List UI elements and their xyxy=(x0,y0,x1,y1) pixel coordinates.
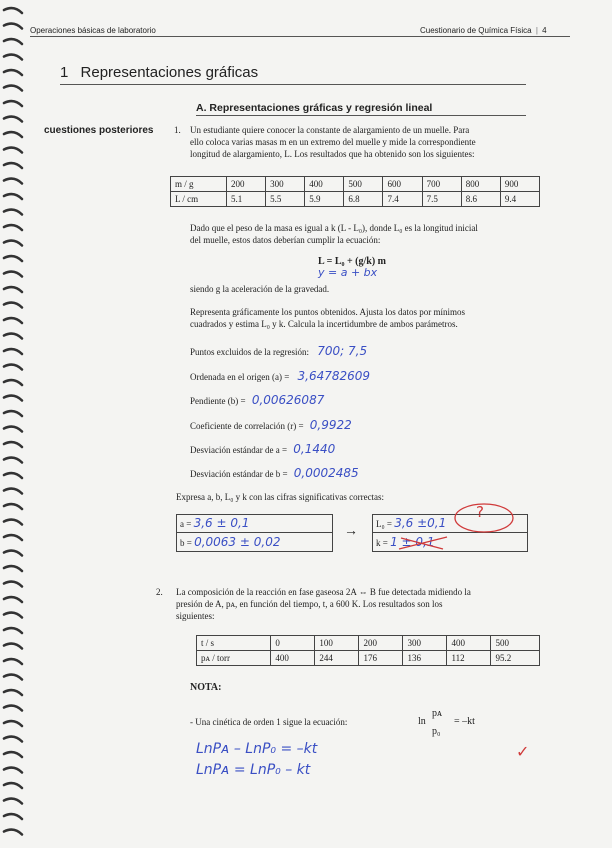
correction-circle xyxy=(452,500,516,536)
header-left: Operaciones básicas de laboratorio xyxy=(30,26,156,35)
table-cell: 300 xyxy=(266,177,305,192)
table-row xyxy=(197,651,540,666)
result-label: L₀ = xyxy=(376,519,392,529)
field-label: Coeficiente de correlación (r) = xyxy=(190,421,304,431)
section-title-text: Representaciones gráficas xyxy=(80,64,259,81)
table-row xyxy=(171,192,540,207)
result-value: 0,0063 ± 0,02 xyxy=(194,535,281,549)
spiral-coil xyxy=(4,535,22,540)
spiral-coil xyxy=(4,163,22,168)
table-cell: 5.1 xyxy=(226,192,265,207)
spiral-coil xyxy=(4,210,22,215)
field-label: Pendiente (b) = xyxy=(190,396,246,406)
q1-paragraph-2 xyxy=(190,222,545,246)
field-value: 0,9922 xyxy=(309,418,352,432)
field-value: 700; 7,5 xyxy=(317,344,368,358)
formula-numerator: pᴀ xyxy=(432,708,443,719)
field-value: 3,64782609 xyxy=(297,369,371,383)
table-cell: 400 xyxy=(271,651,315,666)
spiral-coil xyxy=(4,194,22,199)
spiral-coil xyxy=(4,334,22,339)
spiral-coil xyxy=(4,504,22,509)
correction-question-mark: ? xyxy=(476,503,484,521)
table-header-cell: L / cm xyxy=(171,192,227,207)
spiral-coil xyxy=(4,349,22,354)
spiral-coil xyxy=(4,520,22,525)
table-cell: 176 xyxy=(359,651,403,666)
q1-intro xyxy=(190,124,540,160)
q2-number: 2. xyxy=(156,587,163,597)
page-number: 4 xyxy=(542,26,547,35)
field-intercept xyxy=(190,369,370,383)
spiral-coil xyxy=(4,783,22,788)
subsection-title: A. Representaciones gráficas y regresión lineal xyxy=(196,102,433,114)
result-label: b = xyxy=(180,538,192,548)
spiral-coil xyxy=(4,117,22,122)
spiral-coil xyxy=(4,8,22,13)
section-title xyxy=(60,64,258,81)
table-cell: 700 xyxy=(422,177,461,192)
field-value: 0,1440 xyxy=(293,442,336,456)
spiral-coil xyxy=(4,690,22,695)
spiral-coil xyxy=(4,597,22,602)
header-rule xyxy=(30,36,570,37)
header-right: Cuestionario de Química Física | 4 xyxy=(420,26,547,35)
spiral-coil xyxy=(4,675,22,680)
spiral-coil xyxy=(4,551,22,556)
table-cell: 8.6 xyxy=(461,192,500,207)
table-cell: 244 xyxy=(315,651,359,666)
spiral-coil xyxy=(4,132,22,137)
table-cell: 5.5 xyxy=(266,192,305,207)
q1-equation-handwritten: y = a + bx xyxy=(318,266,378,279)
spiral-coil xyxy=(4,737,22,742)
q2-intro-line-2: presión de A, pᴀ, en función del tiempo, t, a 600 K. Los resultados son los xyxy=(176,599,443,609)
q2-handwritten-line-1: LnPᴀ – LnP₀ = –kt xyxy=(196,741,318,757)
spiral-coil xyxy=(4,396,22,401)
field-label: Desviación estándar de a = xyxy=(190,445,288,455)
result-row-a xyxy=(177,515,332,533)
q2-data-table xyxy=(196,635,540,666)
q1-number: 1. xyxy=(174,125,181,135)
q1-paragraph-4 xyxy=(190,306,545,330)
field-value: 0,0002485 xyxy=(293,466,359,480)
table-row xyxy=(197,636,540,651)
spiral-coil xyxy=(4,659,22,664)
spiral-coil xyxy=(4,489,22,494)
spiral-coil xyxy=(4,721,22,726)
table-header-cell: pᴀ / torr xyxy=(197,651,271,666)
spiral-coil xyxy=(4,55,22,60)
spiral-coil xyxy=(4,287,22,292)
field-label: Puntos excluidos de la regresión: xyxy=(190,347,309,357)
table-header-cell: m / g xyxy=(171,177,227,192)
spiral-coil xyxy=(4,458,22,463)
formula-rhs: = –kt xyxy=(454,716,475,727)
spiral-coil xyxy=(4,644,22,649)
spiral-coil xyxy=(4,814,22,819)
q1-intro-line-1: Un estudiante quiere conocer la constante de alargamiento de un muelle. Para xyxy=(190,125,470,135)
result-label: a = xyxy=(180,519,192,529)
spiral-coil xyxy=(4,179,22,184)
header-title: Cuestionario de Química Física xyxy=(420,26,532,35)
q2-handwritten-line-2: LnPᴀ = LnP₀ – kt xyxy=(196,762,311,778)
spiral-coil xyxy=(4,830,22,835)
spiral-coil xyxy=(4,380,22,385)
table-cell: 300 xyxy=(403,636,447,651)
q2-intro xyxy=(176,586,546,622)
field-correlation xyxy=(190,418,352,432)
table-cell: 6.8 xyxy=(344,192,383,207)
table-cell: 0 xyxy=(271,636,315,651)
field-label: Desviación estándar de b = xyxy=(190,469,288,479)
table-cell: 500 xyxy=(491,636,540,651)
spiral-coil xyxy=(4,148,22,153)
subsection-rule xyxy=(196,115,526,116)
spiral-coil xyxy=(4,442,22,447)
table-cell: 136 xyxy=(403,651,447,666)
spiral-coil xyxy=(4,799,22,804)
table-cell: 500 xyxy=(344,177,383,192)
result-value: 3,6 ± 0,1 xyxy=(193,516,250,530)
spiral-coil xyxy=(4,768,22,773)
spiral-coil xyxy=(4,225,22,230)
q1-data-table xyxy=(170,176,540,207)
spiral-coil xyxy=(4,318,22,323)
result-row-b xyxy=(177,533,332,551)
spiral-coil xyxy=(4,24,22,29)
side-label: cuestiones posteriores xyxy=(44,125,154,136)
table-cell: 7.5 xyxy=(422,192,461,207)
formula-denominator: p₀ xyxy=(432,726,441,737)
check-mark-icon: ✓ xyxy=(516,742,530,761)
spiral-coil xyxy=(4,411,22,416)
table-cell: 400 xyxy=(305,177,344,192)
q2-intro-line-1: La composición de la reacción en fase gaseosa 2A ⇔ B fue detectada midiendo la xyxy=(176,587,471,597)
result-arrow: → xyxy=(344,524,358,539)
table-row xyxy=(171,177,540,192)
section-number: 1 xyxy=(60,64,69,81)
spiral-coil xyxy=(4,101,22,106)
table-header-cell: t / s xyxy=(197,636,271,651)
spiral-coil xyxy=(4,566,22,571)
q1-equation: L = L₀ + (g/k) m xyxy=(318,256,387,267)
spiral-coil xyxy=(4,628,22,633)
formula-ln: ln xyxy=(418,716,426,727)
spiral-coil xyxy=(4,70,22,75)
spiral-coil xyxy=(4,39,22,44)
table-cell: 800 xyxy=(461,177,500,192)
field-value: 0,00626087 xyxy=(251,393,325,407)
strike-out-mark xyxy=(397,535,449,551)
table-cell: 7.4 xyxy=(383,192,422,207)
table-cell: 95.2 xyxy=(491,651,540,666)
table-cell: 200 xyxy=(359,636,403,651)
section-rule xyxy=(60,84,526,85)
spiral-coil xyxy=(4,706,22,711)
field-std-a xyxy=(190,442,335,456)
result-box-ab xyxy=(176,514,333,552)
spiral-coil xyxy=(4,365,22,370)
field-slope xyxy=(190,393,324,407)
q2-nota: NOTA: xyxy=(190,682,222,693)
q1-express: Expresa a, b, L₀ y k con las cifras significativas correctas: xyxy=(176,492,385,502)
table-cell: 200 xyxy=(226,177,265,192)
field-excluded-points xyxy=(190,344,367,358)
spiral-coil xyxy=(4,582,22,587)
spiral-coil xyxy=(4,613,22,618)
table-cell: 5.9 xyxy=(305,192,344,207)
q2-intro-line-3: siguientes: xyxy=(176,611,215,621)
spiral-coil xyxy=(4,272,22,277)
q1-intro-line-2: ello coloca varias masas m en un extremo del muelle y mide la correspondiente xyxy=(190,137,476,147)
q1-intro-line-3: longitud de alargamiento, L. Los resultados que ha obtenido son los siguientes: xyxy=(190,149,475,159)
table-cell: 900 xyxy=(500,177,539,192)
q1-p2-line-1: Dado que el peso de la masa es igual a k (L - L₀), donde L₀ es la longitud inicial xyxy=(190,223,478,233)
spiral-coil xyxy=(4,303,22,308)
spiral-coil xyxy=(4,427,22,432)
spiral-coil xyxy=(4,752,22,757)
result-value: 1 ± 0,1 xyxy=(390,535,435,549)
q1-paragraph-3: siendo g la aceleración de la gravedad. xyxy=(190,284,330,294)
table-cell: 400 xyxy=(447,636,491,651)
spiral-coil xyxy=(4,256,22,261)
spiral-coil xyxy=(4,86,22,91)
table-cell: 112 xyxy=(447,651,491,666)
spiral-coil xyxy=(4,473,22,478)
q1-p4-line-1: Representa gráficamente los puntos obtenidos. Ajusta los datos por mínimos xyxy=(190,307,465,317)
spiral-coil xyxy=(4,241,22,246)
table-cell: 9.4 xyxy=(500,192,539,207)
result-label: k = xyxy=(376,538,388,548)
table-cell: 600 xyxy=(383,177,422,192)
result-value: 3,6 ±0,1 xyxy=(394,516,447,530)
field-std-b xyxy=(190,466,359,480)
field-label: Ordenada en el origen (a) = xyxy=(190,372,290,382)
q1-p4-line-2: cuadrados y estima L₀ y k. Calcula la incertidumbre de ambos parámetros. xyxy=(190,319,458,329)
q2-kinetic-text: - Una cinética de orden 1 sigue la ecuación: xyxy=(190,717,348,727)
table-cell: 100 xyxy=(315,636,359,651)
spiral-binding xyxy=(0,0,28,848)
q1-p2-line-2: del muelle, estos datos deberían cumplir la ecuación: xyxy=(190,235,381,245)
